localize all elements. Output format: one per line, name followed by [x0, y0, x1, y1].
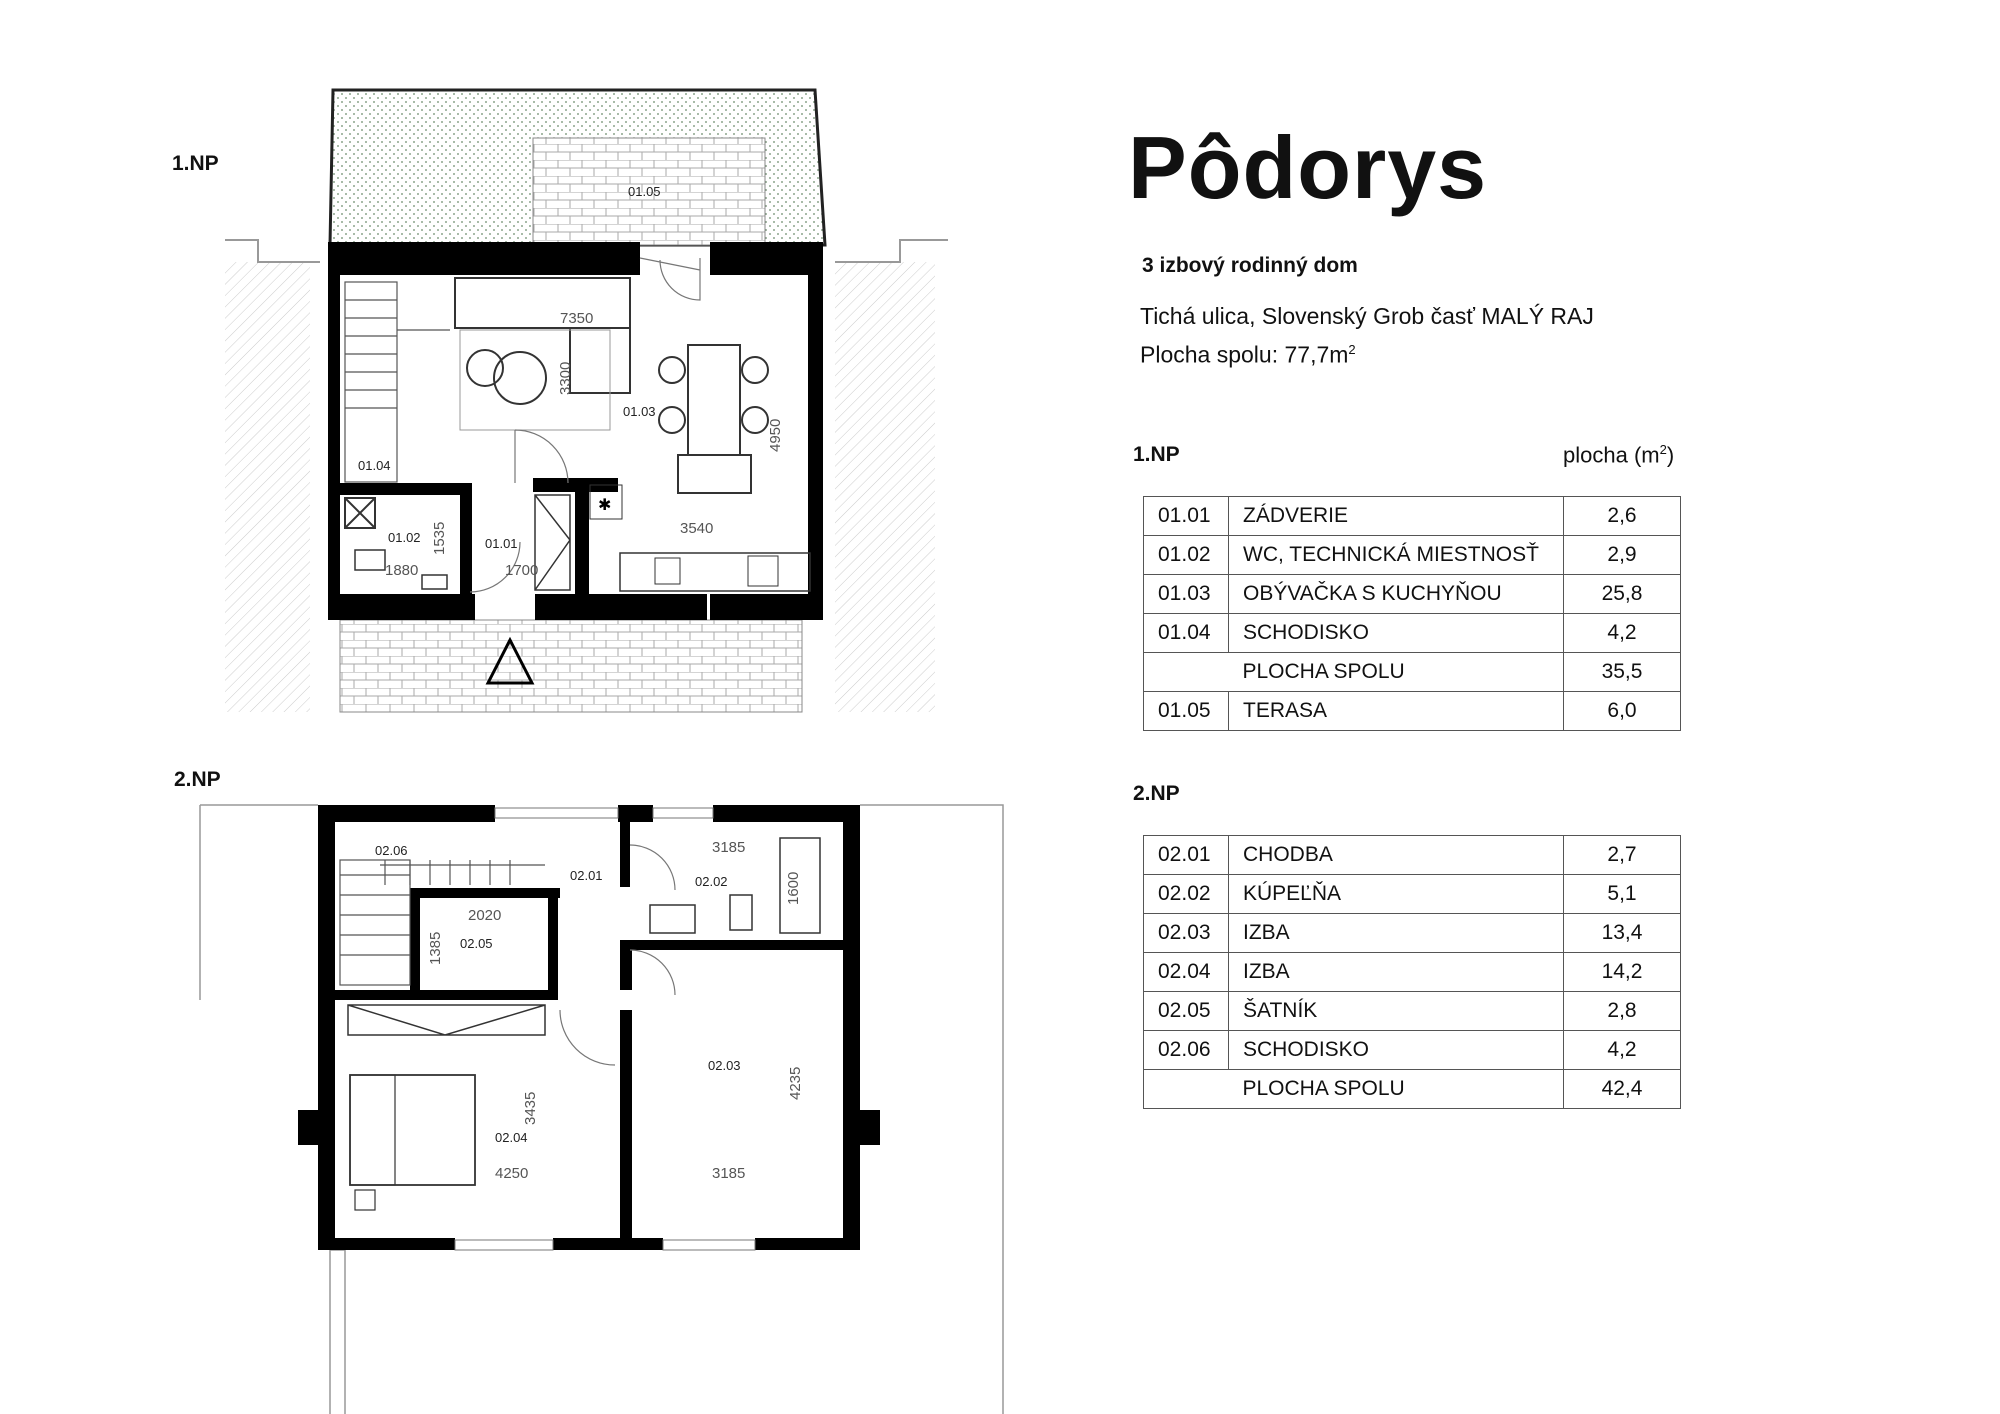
washbasin: [650, 905, 695, 933]
room-area-cell: 5,1: [1564, 875, 1681, 914]
room-code-cell: 02.04: [1144, 953, 1229, 992]
closet-1np: [535, 495, 570, 590]
room-code-cell: 01.05: [1144, 692, 1229, 731]
room-name-cell: IZBA: [1229, 953, 1564, 992]
room-area-cell: 2,8: [1564, 992, 1681, 1031]
room-02-01: 02.01: [570, 868, 603, 883]
plan-1np: [225, 90, 948, 712]
room-code-cell: 02.02: [1144, 875, 1229, 914]
rug: [460, 330, 610, 430]
room-area-cell: 2,6: [1564, 497, 1681, 536]
room-area-cell: 6,0: [1564, 692, 1681, 731]
plan-label-2np: 2.NP: [174, 768, 221, 791]
room-02-05: 02.05: [460, 936, 493, 951]
room-name-cell: PLOCHA SPOLU: [1229, 653, 1564, 692]
room-name-cell: ZÁDVERIE: [1229, 497, 1564, 536]
room-area-cell: 13,4: [1564, 914, 1681, 953]
room-code-cell: 01.04: [1144, 614, 1229, 653]
area-column-header: plocha $(m^2)$: [1563, 442, 1675, 468]
dim-4235: 4235: [787, 1066, 804, 1100]
table-row: [1144, 1031, 1681, 1070]
room-name-cell: KÚPEĽŇA: [1229, 875, 1564, 914]
room-01-02: 01.02: [388, 530, 421, 545]
dim-7350: 7350: [560, 310, 594, 327]
dim-1535: 1535: [431, 521, 448, 555]
table-total-row: [1144, 1070, 1681, 1109]
room-01-04: 01.04: [358, 458, 391, 473]
table-row: [1144, 497, 1681, 536]
room-area-cell: 14,2: [1564, 953, 1681, 992]
room-name-cell: OBÝVAČKA S KUCHYŇOU: [1229, 575, 1564, 614]
room-name-cell: PLOCHA SPOLU: [1229, 1070, 1564, 1109]
room-name-cell: ŠATNÍK: [1229, 992, 1564, 1031]
table-row: [1144, 953, 1681, 992]
table-row: [1144, 575, 1681, 614]
room-name-cell: SCHODISKO: [1229, 1031, 1564, 1070]
dim-4250: 4250: [495, 1165, 529, 1182]
coffee-table: [467, 350, 503, 386]
room-area-cell: 4,2: [1564, 614, 1681, 653]
page-title: Pôdorys: [1128, 118, 1488, 217]
dim-2020: 2020: [468, 907, 502, 924]
room-02-04: 02.04: [495, 1130, 528, 1145]
table-row: [1144, 875, 1681, 914]
site-hatch-left: [225, 262, 310, 712]
dim-3185-top: 3185: [712, 839, 746, 856]
room-area-cell: 42,4: [1564, 1070, 1681, 1109]
page-subtitle: 3 izbový rodinný dom: [1142, 254, 1358, 277]
stairs-1np: [345, 282, 450, 482]
room-name-cell: WC, TECHNICKÁ MIESTNOSŤ: [1229, 536, 1564, 575]
toilet-2np: [730, 895, 752, 930]
section-heading-2np: 2.NP: [1133, 782, 1180, 805]
area-table-1np: [1143, 496, 1681, 731]
dim-1385: 1385: [427, 931, 444, 965]
kitchen-counter: [620, 553, 810, 591]
room-code-cell: 02.05: [1144, 992, 1229, 1031]
room-01-05: 01.05: [628, 184, 661, 199]
front-paving: [340, 620, 802, 712]
dining-table: [688, 345, 740, 455]
room-area-cell: 25,8: [1564, 575, 1681, 614]
dim-1880: 1880: [385, 562, 419, 579]
chimney-left: [298, 1110, 320, 1145]
wc-toilet: [355, 550, 385, 570]
room-02-02: 02.02: [695, 874, 728, 889]
outer-walls-1np: [328, 242, 640, 620]
dim-3185-bottom: 3185: [712, 1165, 746, 1182]
room-area-cell: 35,5: [1564, 653, 1681, 692]
table-total-row: [1144, 653, 1681, 692]
room-name-cell: IZBA: [1229, 914, 1564, 953]
room-01-01: 01.01: [485, 536, 518, 551]
plan-2np: [200, 805, 1003, 1414]
table-row: [1144, 992, 1681, 1031]
site-line-right: [835, 240, 948, 262]
roof-outline-right: [860, 805, 1003, 1414]
interior-walls: [340, 483, 470, 495]
room-01-03: 01.03: [623, 404, 656, 419]
section-heading-1np: 1.NP: [1133, 443, 1180, 466]
room-code-cell: 01.01: [1144, 497, 1229, 536]
window: [495, 808, 618, 818]
room-code-cell: 02.03: [1144, 914, 1229, 953]
area-table-2np: [1143, 835, 1681, 1109]
room-name-cell: CHODBA: [1229, 836, 1564, 875]
door-swing: [515, 430, 568, 483]
svg-text:✱: ✱: [598, 495, 612, 514]
dim-1600: 1600: [785, 871, 802, 905]
wardrobe-2np: [348, 1005, 545, 1035]
bed: [350, 1075, 475, 1185]
site-line-left: [225, 240, 320, 262]
room-name-cell: TERASA: [1229, 692, 1564, 731]
chimney-right: [858, 1110, 880, 1145]
sofa: [455, 278, 630, 328]
room-code-cell: 02.06: [1144, 1031, 1229, 1070]
address-block: [1140, 300, 1594, 372]
room-code-cell: 01.02: [1144, 536, 1229, 575]
dim-1700: 1700: [505, 562, 539, 579]
stairs-2np: [340, 860, 545, 985]
dim-3300: 3300: [557, 361, 574, 395]
room-02-06: 02.06: [375, 843, 408, 858]
room-code-cell: [1144, 1070, 1229, 1109]
table-row: [1144, 536, 1681, 575]
dim-3435: 3435: [522, 1091, 539, 1125]
room-code-cell: [1144, 653, 1229, 692]
room-area-cell: 4,2: [1564, 1031, 1681, 1070]
table-row: [1144, 914, 1681, 953]
site-hatch-right: [835, 262, 935, 712]
plan-label-1np: 1.NP: [172, 152, 219, 175]
total-area-line: Plocha spolu: $77,7m^2$: [1140, 341, 1356, 368]
address-line: Tichá ulica, Slovenský Grob časť MALÝ RAJ: [1140, 303, 1594, 329]
room-code-cell: 02.01: [1144, 836, 1229, 875]
room-name-cell: SCHODISKO: [1229, 614, 1564, 653]
dim-4950: 4950: [767, 418, 784, 452]
room-area-cell: 2,9: [1564, 536, 1681, 575]
chairs: [659, 357, 768, 433]
table-row: [1144, 836, 1681, 875]
room-area-cell: 2,7: [1564, 836, 1681, 875]
room-code-cell: 01.03: [1144, 575, 1229, 614]
room-02-03: 02.03: [708, 1058, 741, 1073]
table-row: [1144, 614, 1681, 653]
dim-3540: 3540: [680, 520, 714, 537]
table-row: [1144, 692, 1681, 731]
